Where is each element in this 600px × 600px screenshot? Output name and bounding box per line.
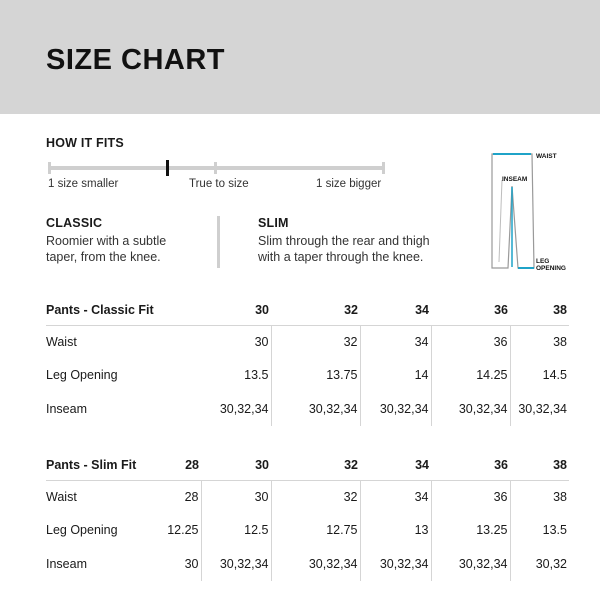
fit-label-smaller: 1 size smaller	[48, 178, 119, 190]
table-cell: 34	[360, 480, 431, 514]
fit-scale-tick	[382, 162, 385, 174]
table-cell: 32	[271, 480, 360, 514]
table-cell: 38	[510, 480, 569, 514]
table-row	[46, 547, 569, 581]
classic-table-title: Pants - Classic Fit	[46, 302, 154, 317]
table-cell: 30	[218, 325, 271, 359]
pants-outline-icon	[488, 146, 588, 276]
row-label: Inseam	[46, 556, 87, 571]
row-label: Leg Opening	[46, 368, 118, 383]
row-label: Inseam	[46, 401, 87, 416]
table-cell: 28	[156, 480, 201, 514]
size-header: 28	[185, 457, 199, 472]
table-row	[46, 480, 569, 514]
page-title: SIZE CHART	[46, 44, 225, 76]
table-cell: 14.5	[510, 359, 569, 393]
row-label: Waist	[46, 325, 218, 359]
leg-opening-label	[536, 258, 566, 272]
table-cell: 30,32,34	[201, 547, 271, 581]
size-header: 32	[344, 457, 358, 472]
table-row	[46, 359, 569, 393]
table-cell: 14.25	[431, 359, 510, 393]
leg-opening-label-line: LEG	[536, 258, 550, 265]
size-header: 34	[415, 302, 429, 317]
classic-desc-line: Roomier with a subtle	[46, 234, 167, 248]
table-cell: 30,32,34	[360, 547, 431, 581]
fit-label-bigger: 1 size bigger	[316, 178, 382, 190]
row-label: Waist	[46, 480, 156, 514]
table-cell: 30,32,34	[219, 401, 269, 416]
pants-diagram	[488, 146, 588, 276]
classic-desc-line: taper, from the knee.	[46, 250, 161, 264]
fit-scale-marker	[166, 160, 169, 176]
table-cell: 30,32,34	[431, 392, 510, 426]
table-header-row	[46, 450, 569, 480]
table-cell: 30,32,34	[271, 547, 360, 581]
table-row	[46, 325, 569, 359]
table-cell: 36	[431, 480, 510, 514]
table-cell: 13.5	[244, 368, 269, 383]
slim-desc-line: Slim through the rear and thigh	[258, 234, 430, 248]
table-cell: 36	[431, 325, 510, 359]
fit-scale-tick	[214, 162, 217, 174]
table-cell: 30,32	[510, 547, 569, 581]
waist-label: WAIST	[536, 153, 557, 160]
classic-fit-name: CLASSIC	[46, 216, 103, 230]
size-header: 36	[494, 302, 508, 317]
size-header: 38	[553, 302, 567, 317]
table-cell: 30,32,34	[510, 392, 569, 426]
inseam-label: INSEAM	[502, 176, 528, 183]
fit-divider	[217, 216, 220, 268]
table-cell: 30,32,34	[431, 547, 510, 581]
size-header: 30	[255, 457, 269, 472]
table-row	[46, 392, 569, 426]
table-cell: 12.75	[271, 514, 360, 548]
table-cell: 38	[510, 325, 569, 359]
table-cell: 30	[201, 480, 271, 514]
how-it-fits-heading: HOW IT FITS	[46, 136, 124, 150]
leg-opening-label-line: OPENING	[536, 265, 566, 272]
table-cell: 13.5	[510, 514, 569, 548]
slim-fit-name: SLIM	[258, 216, 289, 230]
table-row	[46, 514, 569, 548]
table-cell: 12.25	[167, 523, 199, 538]
fit-scale	[48, 160, 385, 176]
header-banner	[0, 0, 600, 114]
table-cell: 30,32,34	[360, 392, 431, 426]
classic-fit-description	[46, 233, 256, 265]
table-cell: 12.5	[201, 514, 271, 548]
table-cell: 13	[360, 514, 431, 548]
table-cell: 30,32,34	[271, 392, 360, 426]
fit-scale-tick	[48, 162, 51, 174]
size-header: 30	[255, 302, 269, 317]
table-cell: 13.25	[431, 514, 510, 548]
size-header: 36	[494, 457, 508, 472]
size-header: 34	[415, 457, 429, 472]
row-label: Leg Opening	[46, 523, 118, 538]
slim-table-title: Pants - Slim Fit	[46, 457, 137, 472]
size-header: 38	[553, 457, 567, 472]
slim-fit-table	[46, 450, 569, 581]
table-cell: 30	[184, 556, 199, 571]
slim-fit-description	[258, 233, 468, 265]
table-header-row	[46, 295, 569, 325]
classic-fit-table	[46, 295, 569, 426]
table-cell: 32	[271, 325, 360, 359]
slim-desc-line: with a taper through the knee.	[258, 250, 424, 264]
table-cell: 13.75	[271, 359, 360, 393]
table-cell: 14	[360, 359, 431, 393]
size-header: 32	[344, 302, 358, 317]
table-cell: 34	[360, 325, 431, 359]
fit-label-true: True to size	[189, 178, 249, 190]
